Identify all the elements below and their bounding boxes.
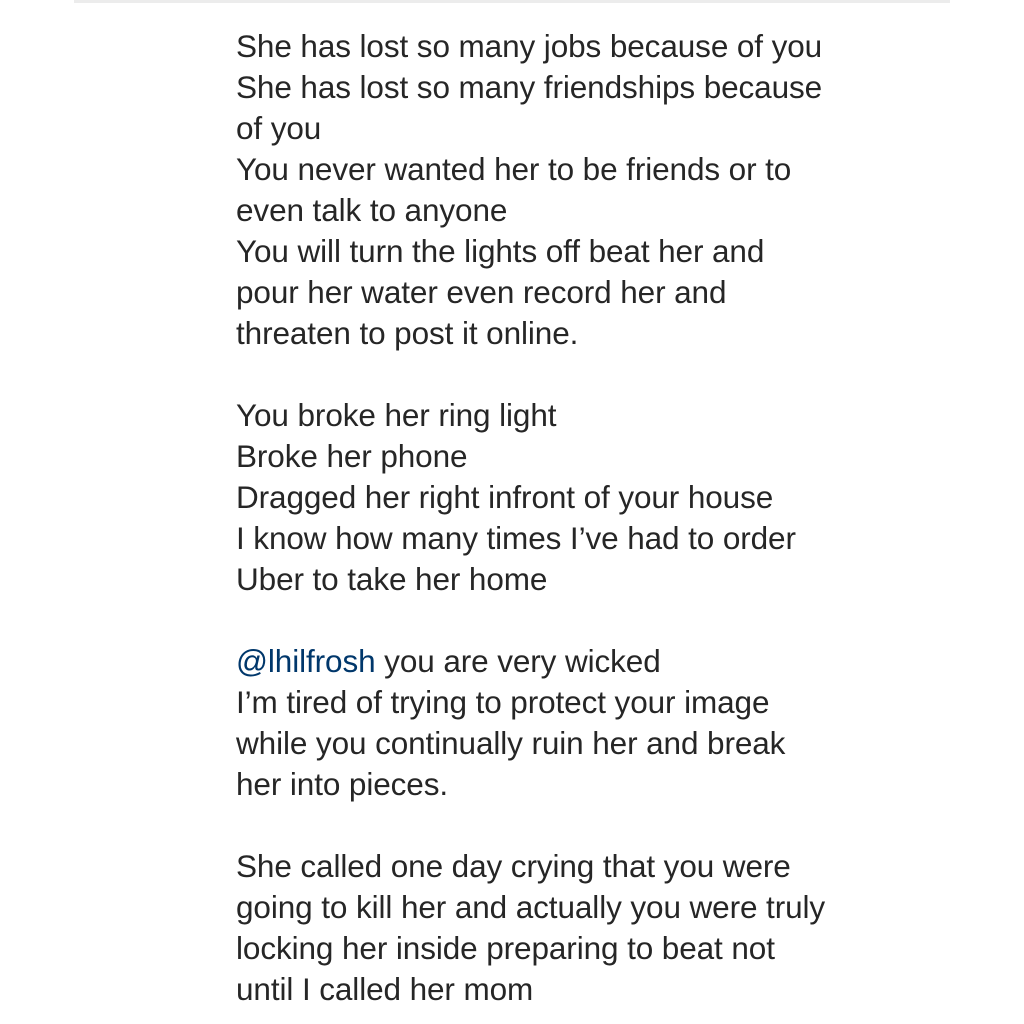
- caption-line: [236, 641, 956, 682]
- caption-line: She called one day crying that you were: [236, 848, 791, 884]
- paragraph-break: [236, 354, 956, 395]
- caption-line: threaten to post it online.: [236, 315, 579, 351]
- post-caption: [236, 26, 956, 1010]
- caption-line: She has lost so many friendships because: [236, 69, 823, 105]
- paragraph-break: [236, 600, 956, 641]
- caption-line: of you: [236, 110, 322, 146]
- caption-line: Dragged her right infront of your house: [236, 479, 774, 515]
- caption-line-text: you are very wicked: [375, 643, 661, 679]
- paragraph-break: [236, 805, 956, 846]
- caption-line: until I called her mom: [236, 971, 534, 1007]
- caption-paragraph: [236, 395, 956, 600]
- caption-line: going to kill her and actually you were truly: [236, 889, 826, 925]
- caption-line: locking her inside preparing to beat not: [236, 930, 775, 966]
- caption-line: her into pieces.: [236, 766, 449, 802]
- caption-line: You broke her ring light: [236, 397, 557, 433]
- caption-paragraph: [236, 846, 956, 1010]
- caption-line: even talk to anyone: [236, 192, 508, 228]
- caption-line: Broke her phone: [236, 438, 468, 474]
- caption-paragraph: [236, 641, 956, 805]
- caption-paragraph: [236, 26, 956, 354]
- caption-line: Uber to take her home: [236, 561, 548, 597]
- caption-line: I’m tired of trying to protect your image: [236, 684, 770, 720]
- caption-line: You never wanted her to be friends or to: [236, 151, 792, 187]
- top-divider: [74, 0, 950, 3]
- user-mention-link[interactable]: @lhilfrosh: [236, 643, 376, 679]
- caption-line: She has lost so many jobs because of you: [236, 28, 823, 64]
- caption-line: while you continually ruin her and break: [236, 725, 786, 761]
- caption-line: You will turn the lights off beat her and: [236, 233, 765, 269]
- caption-line: pour her water even record her and: [236, 274, 727, 310]
- caption-line: I know how many times I’ve had to order: [236, 520, 796, 556]
